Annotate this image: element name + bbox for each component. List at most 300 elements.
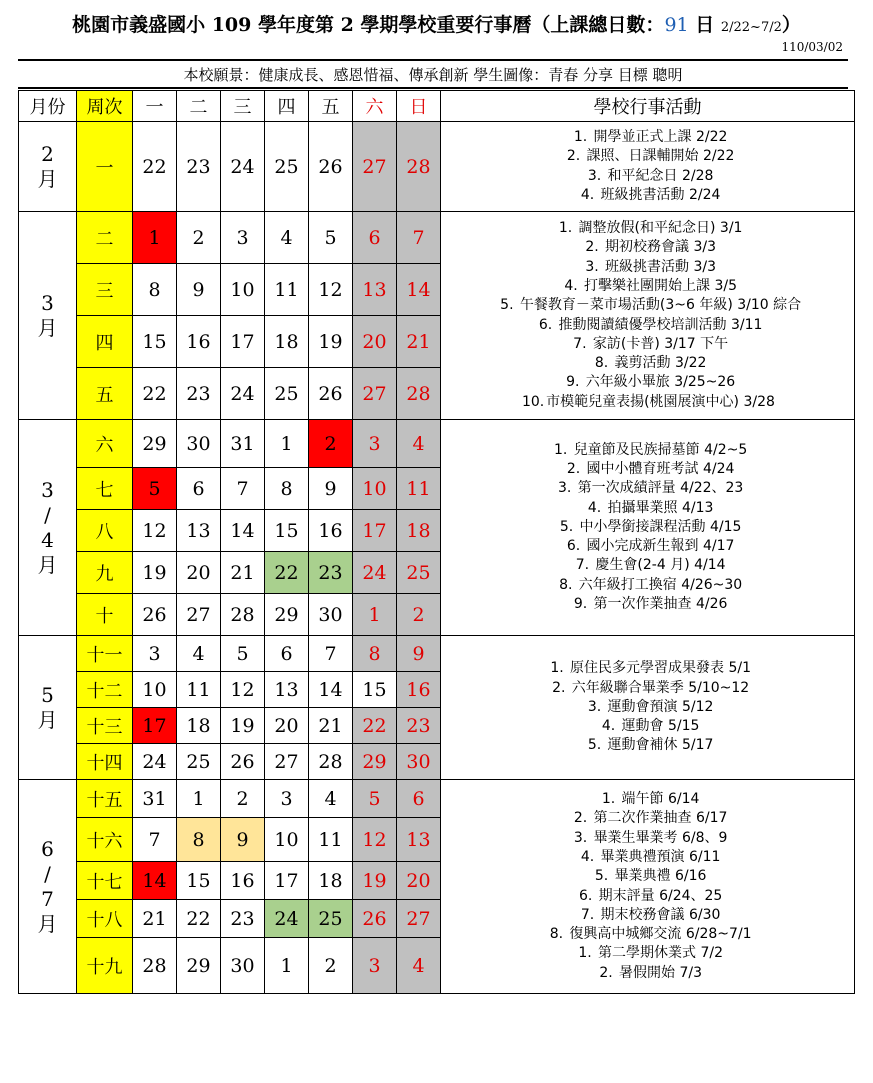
document-title: 桃園市義盛國小 109 學年度第 2 學期學校重要行事曆（上課總日數：91 日 2/22~7/2）: [72, 14, 801, 36]
week-number: 一: [77, 122, 133, 212]
weekday-header-tue: 二: [177, 91, 221, 122]
activity-number: 1.: [554, 441, 568, 458]
day-cell-fri: 11: [309, 818, 353, 862]
day-cell-sun: 30: [397, 744, 441, 780]
activity-number: 7.: [580, 906, 595, 923]
day-cell-sun: 14: [397, 264, 441, 316]
activity-item: [441, 296, 854, 315]
activity-number: 8.: [559, 576, 573, 593]
activity-item: [441, 128, 854, 147]
activity-text: 第二次作業抽查 6/17: [593, 810, 728, 827]
activity-number: 3.: [557, 480, 572, 497]
activity-item: [441, 848, 854, 867]
activities-list: [441, 128, 854, 205]
activity-item: [441, 887, 854, 906]
activity-item: [441, 867, 854, 886]
day-cell-wed: 3: [221, 212, 265, 264]
activity-item: [441, 147, 854, 166]
activity-number: 2.: [599, 964, 613, 981]
week-number: 二: [77, 212, 133, 264]
activity-text: 推動閱讀績優學校培訓活動 3/11: [558, 316, 763, 333]
activities-list: [441, 790, 854, 983]
day-cell-wed: 10: [221, 264, 265, 316]
day-cell-mon: 1: [133, 212, 177, 264]
day-cell-mon: 15: [133, 316, 177, 368]
day-cell-sat: 29: [353, 744, 397, 780]
activity-number: 10.: [521, 393, 545, 410]
activity-number: 6.: [566, 538, 581, 555]
day-cell-fri: 21: [309, 708, 353, 744]
activity-item: [441, 393, 854, 412]
activities-cell: [441, 420, 855, 636]
day-cell-tue: 9: [177, 264, 221, 316]
activity-text: 中小學銜接課程活動 4/15: [579, 518, 742, 535]
activity-item: [441, 354, 854, 373]
day-cell-wed: 7: [221, 468, 265, 510]
day-cell-wed: 21: [221, 552, 265, 594]
activity-item: [441, 717, 854, 736]
activity-item: [441, 829, 854, 848]
week-number: 十九: [77, 938, 133, 994]
day-cell-thu: 10: [265, 818, 309, 862]
day-cell-mon: 17: [133, 708, 177, 744]
activity-text: 期末校務會議 6/30: [600, 906, 721, 923]
day-cell-fri: 16: [309, 510, 353, 552]
day-cell-sat: 26: [353, 900, 397, 938]
activity-text: 家訪(卡普) 3/17 下午: [592, 335, 729, 352]
week-number: 十一: [77, 636, 133, 672]
activity-number: 5.: [559, 518, 574, 535]
activity-item: [441, 576, 854, 595]
day-cell-sat: 1: [353, 594, 397, 636]
activity-item: [441, 460, 854, 479]
day-cell-tue: 2: [177, 212, 221, 264]
day-cell-tue: 1: [177, 780, 221, 818]
day-cell-tue: 18: [177, 708, 221, 744]
week-number: 七: [77, 468, 133, 510]
activity-number: 6.: [578, 887, 593, 904]
activity-number: 8.: [549, 926, 564, 943]
total-school-days: 91: [664, 14, 689, 36]
day-cell-wed: 16: [221, 862, 265, 900]
top-divider: [18, 59, 848, 61]
day-cell-sat: 27: [353, 122, 397, 212]
activity-text: 第一次成績評量 4/22、23: [577, 480, 744, 497]
day-cell-sat: 13: [353, 264, 397, 316]
activity-item: [441, 258, 854, 277]
activity-number: 8.: [594, 355, 609, 372]
day-cell-fri: 7: [309, 636, 353, 672]
weekday-header-sat: 六: [353, 91, 397, 122]
activity-number: 2.: [566, 148, 581, 165]
week-number: 八: [77, 510, 133, 552]
day-cell-fri: 12: [309, 264, 353, 316]
day-cell-thu: 17: [265, 862, 309, 900]
activity-text: 運動會 5/15: [621, 718, 700, 735]
activity-text: 六年級聯合畢業季 5/10~12: [571, 679, 750, 696]
week-number: 十: [77, 594, 133, 636]
day-cell-sun: 23: [397, 708, 441, 744]
activity-item: [441, 595, 854, 614]
activity-item: [441, 277, 854, 296]
day-cell-mon: 28: [133, 938, 177, 994]
week-number: 十四: [77, 744, 133, 780]
day-cell-tue: 22: [177, 900, 221, 938]
activity-number: 6.: [538, 316, 553, 333]
activity-item: [441, 790, 854, 809]
activity-text: 畢業生畢業考 6/8、9: [593, 829, 728, 846]
activity-number: 2.: [566, 460, 581, 477]
activity-item: [441, 479, 854, 498]
month-label: 3 / 4 月: [19, 420, 77, 636]
activity-text: 班級挑書活動 2/24: [600, 186, 721, 203]
day-cell-mon: 22: [133, 122, 177, 212]
day-cell-thu: 3: [265, 780, 309, 818]
day-cell-mon: 22: [133, 368, 177, 420]
day-cell-sat: 12: [353, 818, 397, 862]
day-cell-fri: 30: [309, 594, 353, 636]
activity-number: 2.: [552, 679, 566, 696]
day-cell-thu: 15: [265, 510, 309, 552]
activity-text: 第二學期休業式 7/2: [598, 945, 723, 962]
week-number: 十三: [77, 708, 133, 744]
day-cell-fri: 5: [309, 212, 353, 264]
day-cell-tue: 27: [177, 594, 221, 636]
day-cell-fri: 18: [309, 862, 353, 900]
day-cell-thu: 6: [265, 636, 309, 672]
activity-number: 4.: [601, 718, 616, 735]
month-label: 2 月: [19, 122, 77, 212]
day-cell-tue: 29: [177, 938, 221, 994]
activity-item: [441, 659, 854, 678]
week-row: [19, 420, 855, 468]
day-cell-thu: 25: [265, 122, 309, 212]
day-cell-fri: 9: [309, 468, 353, 510]
activity-item: [441, 698, 854, 717]
day-cell-thu: 24: [265, 900, 309, 938]
semester-date-range: 2/22~7/2: [720, 20, 782, 35]
day-cell-wed: 19: [221, 708, 265, 744]
activity-text: 運動會補休 5/17: [607, 737, 714, 754]
day-cell-sun: 2: [397, 594, 441, 636]
activity-item: [441, 925, 854, 944]
day-cell-thu: 20: [265, 708, 309, 744]
school-calendar-table: [18, 90, 855, 994]
day-cell-mon: 3: [133, 636, 177, 672]
day-cell-wed: 17: [221, 316, 265, 368]
day-cell-fri: 28: [309, 744, 353, 780]
day-cell-thu: 11: [265, 264, 309, 316]
activity-text: 六年級打工換宿 4/26~30: [578, 576, 743, 593]
activity-number: 1.: [558, 220, 573, 237]
day-cell-sun: 20: [397, 862, 441, 900]
day-cell-sun: 25: [397, 552, 441, 594]
day-cell-mon: 8: [133, 264, 177, 316]
day-cell-sun: 28: [397, 122, 441, 212]
day-cell-mon: 21: [133, 900, 177, 938]
day-cell-mon: 5: [133, 468, 177, 510]
weekday-header-wed: 三: [221, 91, 265, 122]
activity-text: 課照、日課輔開始 2/22: [586, 148, 735, 165]
week-row: [19, 122, 855, 212]
day-cell-tue: 15: [177, 862, 221, 900]
activity-item: [441, 944, 854, 963]
day-cell-fri: 14: [309, 672, 353, 708]
day-cell-sun: 7: [397, 212, 441, 264]
day-cell-sun: 18: [397, 510, 441, 552]
activities-cell: [441, 212, 855, 420]
day-cell-sun: 6: [397, 780, 441, 818]
day-cell-sun: 16: [397, 672, 441, 708]
activity-text: 原住民多元學習成果發表 5/1: [570, 660, 751, 677]
activities-list: [441, 659, 854, 755]
day-cell-tue: 4: [177, 636, 221, 672]
activity-item: [441, 316, 854, 335]
day-cell-thu: 22: [265, 552, 309, 594]
week-row: [19, 780, 855, 818]
day-cell-fri: 19: [309, 316, 353, 368]
day-cell-thu: 13: [265, 672, 309, 708]
activity-text: 義剪活動 3/22: [614, 355, 707, 372]
activity-text: 慶生會(2-4 月) 4/14: [595, 557, 726, 574]
day-cell-sat: 24: [353, 552, 397, 594]
activity-text: 期末評量 6/24、25: [598, 887, 723, 904]
week-number: 十五: [77, 780, 133, 818]
activities-column-header: 學校行事活動: [441, 91, 855, 122]
activity-number: 1.: [578, 945, 592, 962]
day-cell-thu: 1: [265, 420, 309, 468]
activity-item: [441, 335, 854, 354]
activity-number: 3.: [587, 167, 602, 184]
day-cell-fri: 25: [309, 900, 353, 938]
month-column-header: 月份: [19, 91, 77, 122]
month-label: 6 / 7 月: [19, 780, 77, 994]
day-cell-wed: 14: [221, 510, 265, 552]
day-cell-tue: 30: [177, 420, 221, 468]
day-cell-mon: 14: [133, 862, 177, 900]
activity-item: [441, 167, 854, 186]
activity-number: 7.: [575, 557, 590, 574]
activity-number: 2.: [585, 239, 599, 256]
day-cell-thu: 29: [265, 594, 309, 636]
activity-item: [441, 537, 854, 556]
day-cell-mon: 31: [133, 780, 177, 818]
activity-text: 兒童節及民族掃墓節 4/2~5: [573, 441, 748, 458]
day-cell-tue: 25: [177, 744, 221, 780]
day-cell-sun: 9: [397, 636, 441, 672]
activity-text: 班級挑書活動 3/3: [605, 258, 716, 275]
day-cell-sat: 6: [353, 212, 397, 264]
activity-text: 期初校務會議 3/3: [605, 239, 716, 256]
activity-text: 暑假開始 7/3: [619, 964, 702, 981]
day-cell-tue: 23: [177, 368, 221, 420]
day-cell-thu: 27: [265, 744, 309, 780]
activity-text: 畢業典禮 6/16: [614, 868, 707, 885]
activity-number: 4.: [564, 277, 578, 294]
activity-number: 1.: [550, 660, 564, 677]
activity-number: 9.: [573, 596, 588, 613]
activity-text: 畢業典禮預演 6/11: [600, 848, 721, 865]
day-cell-wed: 24: [221, 368, 265, 420]
day-cell-sat: 19: [353, 862, 397, 900]
week-number: 三: [77, 264, 133, 316]
activity-item: [441, 679, 854, 698]
day-cell-wed: 5: [221, 636, 265, 672]
activity-text: 第一次作業抽查 4/26: [593, 596, 728, 613]
calendar-header-row: [19, 91, 855, 122]
activity-number: 4.: [587, 499, 602, 516]
day-cell-sat: 20: [353, 316, 397, 368]
month-label: 3 月: [19, 212, 77, 420]
activity-number: 4.: [580, 848, 595, 865]
day-cell-sun: 21: [397, 316, 441, 368]
activity-text: 市模範兒童表揚(桃園展演中心) 3/28: [546, 393, 775, 410]
day-cell-wed: 24: [221, 122, 265, 212]
day-cell-wed: 2: [221, 780, 265, 818]
activities-cell: [441, 780, 855, 994]
day-cell-wed: 28: [221, 594, 265, 636]
activity-text: 復興高中城鄉交流 6/28~7/1: [569, 926, 752, 943]
activities-cell: [441, 636, 855, 780]
activity-number: 9.: [566, 374, 580, 391]
day-cell-mon: 24: [133, 744, 177, 780]
activity-number: 1.: [573, 128, 588, 145]
activity-item: [441, 238, 854, 257]
activity-number: 4.: [580, 186, 595, 203]
day-cell-sat: 27: [353, 368, 397, 420]
day-cell-sun: 28: [397, 368, 441, 420]
activity-item: [441, 964, 854, 983]
vision-divider: [18, 87, 848, 89]
day-cell-sat: 22: [353, 708, 397, 744]
day-cell-wed: 26: [221, 744, 265, 780]
activity-item: [441, 186, 854, 205]
day-cell-mon: 10: [133, 672, 177, 708]
weekday-header-mon: 一: [133, 91, 177, 122]
day-cell-wed: 12: [221, 672, 265, 708]
activity-item: [441, 219, 854, 238]
day-cell-sun: 13: [397, 818, 441, 862]
day-cell-sat: 3: [353, 938, 397, 994]
activity-text: 拍攝畢業照 4/13: [607, 499, 714, 516]
week-number: 十二: [77, 672, 133, 708]
day-cell-fri: 2: [309, 420, 353, 468]
day-cell-tue: 23: [177, 122, 221, 212]
day-cell-tue: 6: [177, 468, 221, 510]
day-cell-tue: 13: [177, 510, 221, 552]
activity-text: 國小完成新生報到 4/17: [586, 538, 735, 555]
activity-text: 運動會預演 5/12: [607, 698, 714, 715]
day-cell-sat: 17: [353, 510, 397, 552]
day-cell-mon: 12: [133, 510, 177, 552]
day-cell-sun: 4: [397, 938, 441, 994]
day-cell-sat: 3: [353, 420, 397, 468]
day-cell-fri: 26: [309, 122, 353, 212]
day-cell-fri: 26: [309, 368, 353, 420]
activity-number: 3.: [585, 258, 599, 275]
activity-number: 5.: [594, 868, 609, 885]
activity-number: 5.: [587, 737, 602, 754]
day-cell-sat: 15: [353, 672, 397, 708]
day-cell-thu: 18: [265, 316, 309, 368]
day-cell-thu: 4: [265, 212, 309, 264]
day-cell-thu: 25: [265, 368, 309, 420]
activity-text: 打擊樂社團開始上課 3/5: [584, 277, 737, 294]
week-number: 六: [77, 420, 133, 468]
document-date: 110/03/02: [781, 40, 843, 54]
activities-list: [441, 219, 854, 412]
activities-cell: [441, 122, 855, 212]
week-number: 五: [77, 368, 133, 420]
school-vision: 本校願景：健康成長、感恩惜福、傳承創新 學生圖像：青春 分享 目標 聰明: [183, 66, 683, 84]
activity-text: 開學並正式上課 2/22: [593, 128, 728, 145]
activity-number: 5.: [500, 297, 514, 314]
activity-text: 和平紀念日 2/28: [607, 167, 714, 184]
activity-number: 1.: [601, 791, 616, 808]
activity-text: 調整放假(和平紀念日) 3/1: [578, 220, 743, 237]
day-cell-sun: 27: [397, 900, 441, 938]
activity-item: [441, 906, 854, 925]
activity-text: 午餐教育－菜市場活動(3~6 年級) 3/10 綜合: [519, 297, 802, 314]
activity-item: [441, 373, 854, 392]
day-cell-sun: 11: [397, 468, 441, 510]
day-cell-sat: 10: [353, 468, 397, 510]
day-cell-mon: 7: [133, 818, 177, 862]
day-cell-mon: 19: [133, 552, 177, 594]
activity-text: 端午節 6/14: [621, 791, 700, 808]
activity-item: [441, 556, 854, 575]
week-column-header: 周次: [77, 91, 133, 122]
activity-item: [441, 809, 854, 828]
activity-item: [441, 441, 854, 460]
activity-item: [441, 518, 854, 537]
day-cell-sun: 4: [397, 420, 441, 468]
day-cell-fri: 4: [309, 780, 353, 818]
week-number: 四: [77, 316, 133, 368]
week-number: 九: [77, 552, 133, 594]
day-cell-wed: 30: [221, 938, 265, 994]
activity-item: [441, 499, 854, 518]
day-cell-tue: 16: [177, 316, 221, 368]
month-label: 5 月: [19, 636, 77, 780]
weekday-header-thu: 四: [265, 91, 309, 122]
day-cell-fri: 2: [309, 938, 353, 994]
day-cell-thu: 1: [265, 938, 309, 994]
day-cell-tue: 11: [177, 672, 221, 708]
weekday-header-fri: 五: [309, 91, 353, 122]
day-cell-wed: 9: [221, 818, 265, 862]
activity-number: 3.: [573, 829, 588, 846]
week-number: 十八: [77, 900, 133, 938]
week-number: 十七: [77, 862, 133, 900]
activity-text: 國中小體育班考試 4/24: [586, 460, 735, 477]
day-cell-mon: 29: [133, 420, 177, 468]
activity-text: 六年級小畢旅 3/25~26: [585, 374, 736, 391]
day-cell-thu: 8: [265, 468, 309, 510]
week-row: [19, 636, 855, 672]
activities-list: [441, 441, 854, 615]
day-cell-fri: 23: [309, 552, 353, 594]
activity-number: 2.: [573, 810, 588, 827]
day-cell-tue: 8: [177, 818, 221, 862]
activity-item: [441, 736, 854, 755]
activity-number: 7.: [573, 335, 587, 352]
week-row: [19, 212, 855, 264]
day-cell-sat: 5: [353, 780, 397, 818]
weekday-header-sun: 日: [397, 91, 441, 122]
week-number: 十六: [77, 818, 133, 862]
activity-number: 3.: [587, 698, 602, 715]
